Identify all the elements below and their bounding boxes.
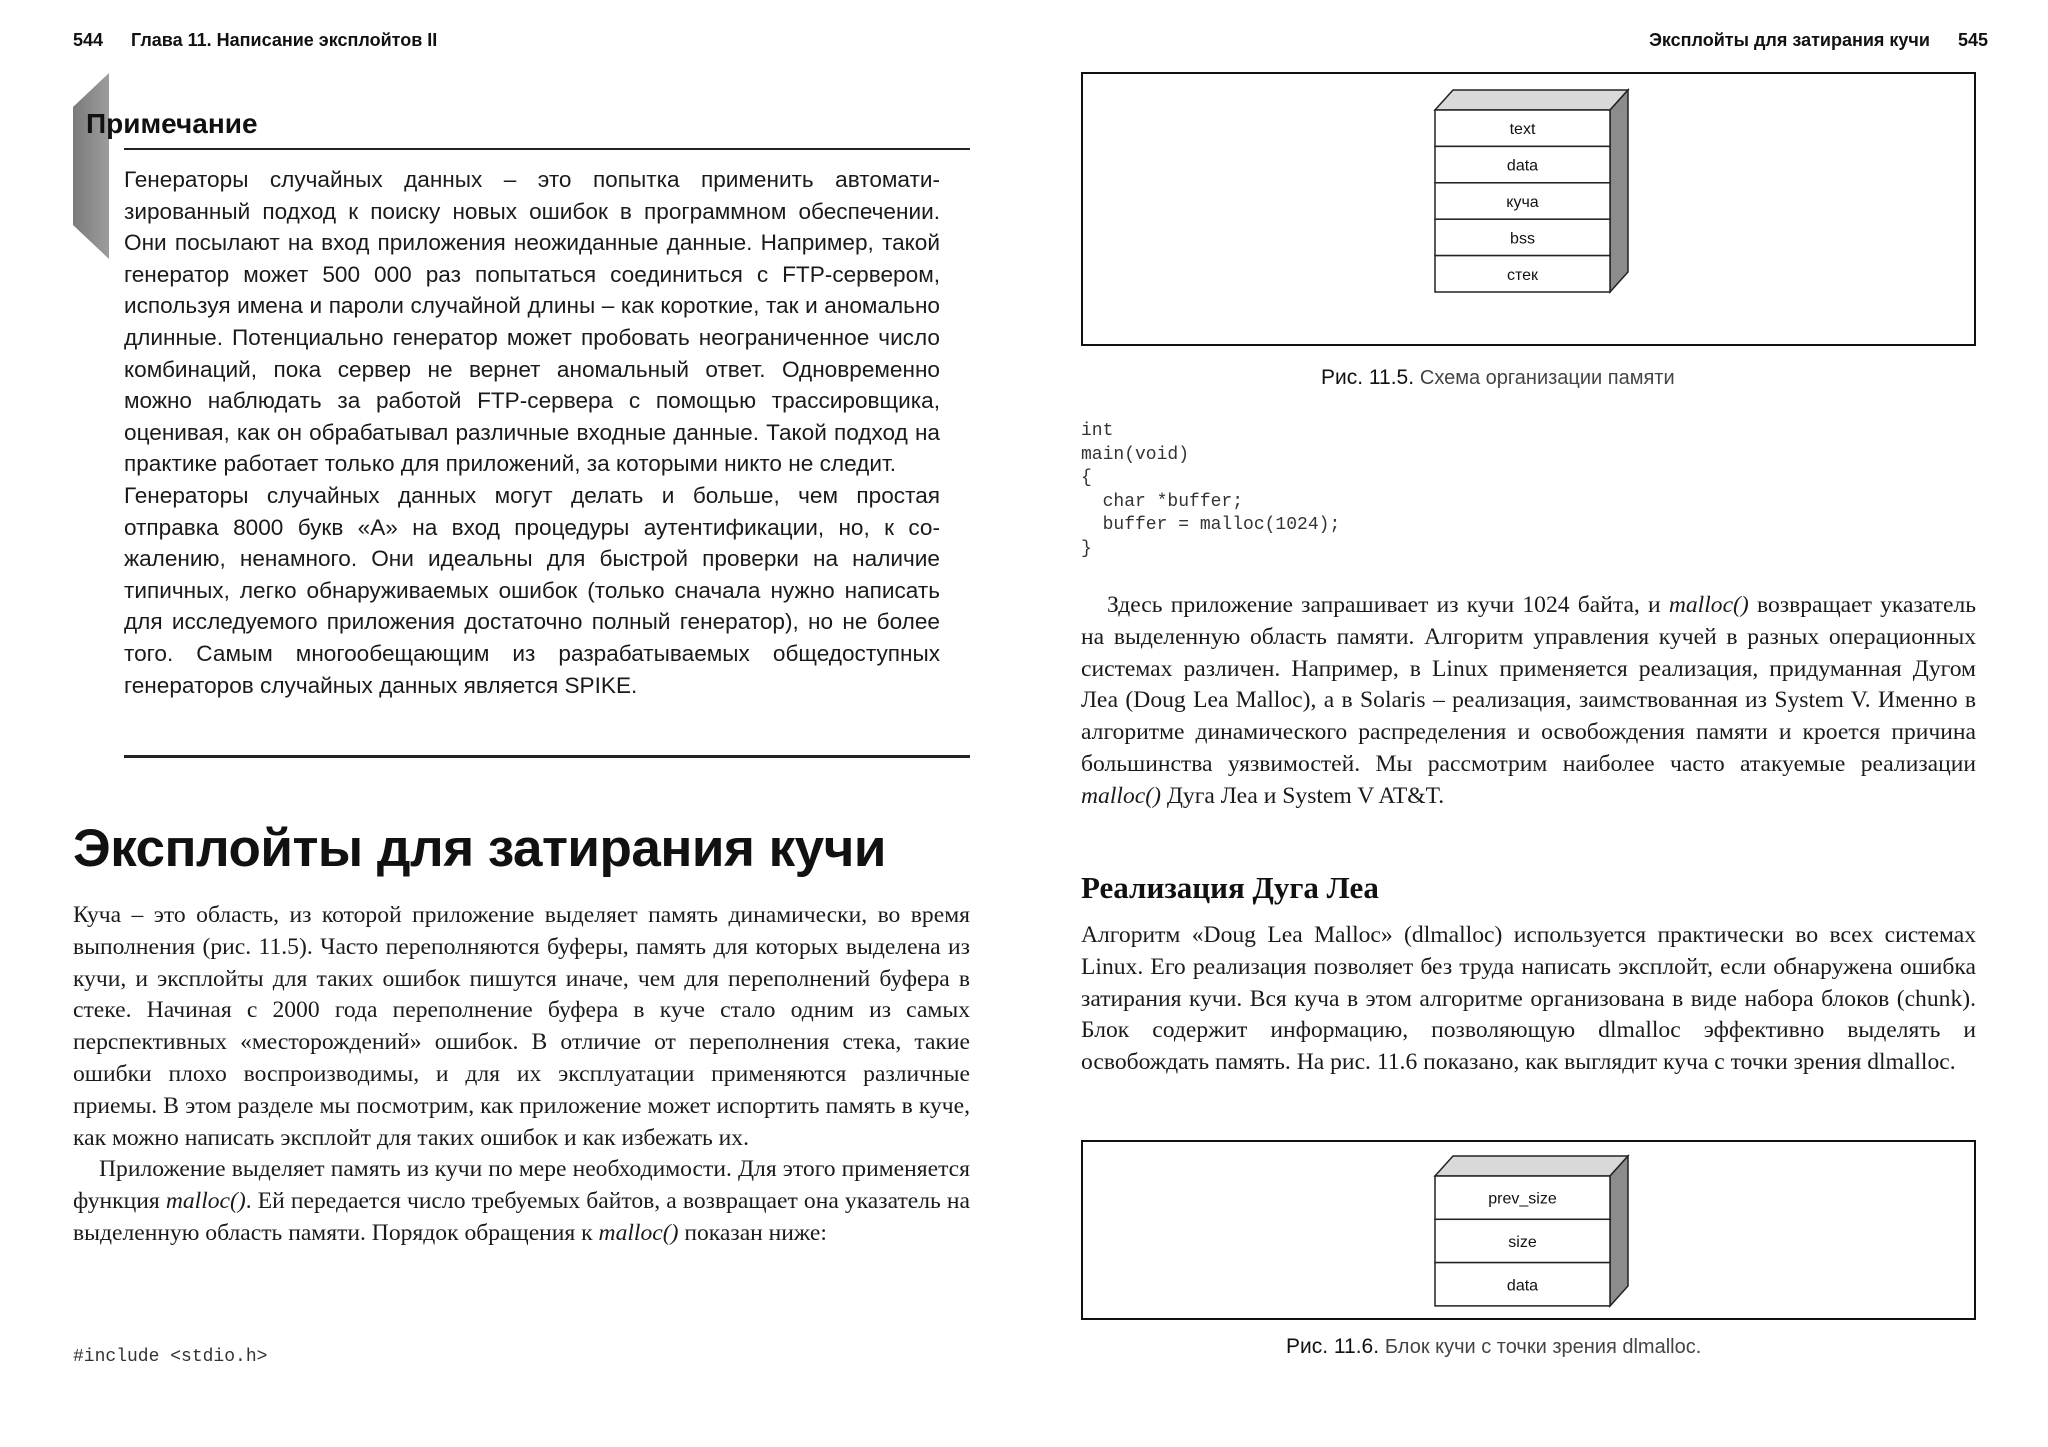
right-body-text-2 — [1081, 920, 1976, 1079]
function-name: malloc() — [598, 1219, 679, 1246]
caption-label: Рис. 11.5. — [1321, 366, 1415, 389]
section-running-title: Эксплойты для затирания кучи — [1649, 30, 1930, 50]
figure-memory-layout — [1081, 72, 1976, 346]
cube-top-face — [1435, 1156, 1628, 1176]
caption-label: Рис. 11.6. — [1286, 1335, 1380, 1358]
page-number-left: 544 — [73, 30, 104, 50]
figure-caption-11-6 — [1286, 1335, 1701, 1359]
page-number-right: 545 — [1957, 30, 1988, 50]
segment-label: data — [1506, 157, 1539, 175]
segment-label: size — [1508, 1233, 1537, 1251]
chapter-title: Глава 11. Написание эксплойтов II — [131, 30, 438, 50]
running-head-right — [1649, 30, 1988, 51]
cube-top-face — [1435, 90, 1628, 110]
code-listing-main: int main(void) { char *buffer; buffer = malloc(1024); } — [1081, 421, 1341, 559]
right-page — [1024, 0, 2048, 1447]
body-paragraph — [73, 1154, 970, 1249]
caption-text: Схема организации памяти — [1419, 367, 1675, 389]
memory-layout-diagram — [1083, 74, 1974, 344]
segment-cells — [1435, 1176, 1610, 1306]
running-head-left — [73, 30, 437, 51]
note-tab-decoration — [73, 73, 109, 259]
right-body-text-1 — [1081, 590, 1976, 813]
function-name: malloc() — [165, 1188, 246, 1215]
text-run: возвращает указатель на выделенную область памяти. Алгоритм управления кучей в разных операционных системах различен. Например, в Linux применяется реализация, придуманная Дугом Леа (Doug Lea Malloc), а в Solaris – реализация, заимствованная из System V. Именно в алгоритме динамического распределения и освобождения памяти и кроется причина большинства уязвимостей. Мы рассмотрим наиболее часто атакуемые реализации — [1081, 592, 1976, 777]
note-paragraph: Генераторы случайных данных могут делать и больше, чем простая отправка 8000 букв «А» на вход процедуры аутентификации, но, к сожалению, ненамного. Они идеальны для быстрой проверки на наличие типичных, легко обнаруживаемых ошибок (только сначала нужно написать для исследуемого приложения достаточно полный генератор), но не более того. Самым многообещающим из разрабатываемых общедоступных генераторов случайных данных является SPIKE. — [124, 482, 940, 698]
body-paragraph: Алгоритм «Doug Lea Malloc» (dlmalloc) используется практически во всех системах Linux. Его реализация позволяет без труда написать эксплойт, если обнаружена ошибка затирания кучи. Вся куча в этом алгоритме организована в виде набора блоков (chunk). Блок содержит информацию, позволяющую dlmalloc эффективно выделять и освобождать память. На рис. 11.6 показано, как выглядит куча с точки зрения dlmalloc. — [1081, 922, 1976, 1076]
segment-label: prev_size — [1488, 1190, 1557, 1208]
text-run: показан ниже: — [678, 1219, 827, 1246]
text-run: . Ей передается число требуемых байтов, а возвращает она указатель на выделенную область памяти. Порядок обращения к — [73, 1188, 970, 1246]
segment-label: data — [1506, 1277, 1539, 1295]
function-name: malloc() — [1081, 782, 1161, 809]
function-name: malloc() — [1668, 592, 1749, 618]
text-run: Здесь приложение запрашивает из кучи 1024 байта, и — [1107, 592, 1669, 618]
segment-label: text — [1509, 121, 1536, 139]
segment-label: bss — [1510, 230, 1535, 248]
cube-side-face — [1610, 1156, 1628, 1306]
segment-label: куча — [1506, 194, 1539, 211]
note-rule-top — [124, 148, 970, 150]
body-paragraph — [1081, 590, 1976, 813]
subsection-title: Реализация Дуга Леа — [1081, 870, 1379, 905]
section-title: Эксплойты для затирания кучи — [73, 819, 886, 878]
note-body — [124, 164, 940, 701]
cube-side-face — [1610, 90, 1628, 292]
body-paragraph: Куча – это область, из которой приложение выделяет память динамически, во время выполнения (рис. 11.5). Часто переполняются буферы, память для которых выделена из кучи, и эксплойты для таких ошибок пишутся иначе, чем для переполнений буфера в стеке. Начиная с 2000 года переполнение буфера в куче стало одним из самых перспективных «месторождений» ошибок. В отличие от переполнения стека, такие ошибки плохо воспроизводимы, и для их эксплуатации применяются различные приемы. В этом разделе мы посмотрим, как приложение может испортить память в куче, как можно написать эксплойт для таких ошибок и как избежать их. — [73, 902, 970, 1151]
chunk-diagram — [1083, 1142, 1974, 1318]
caption-text: Блок кучи с точки зрения dlmalloc. — [1384, 1336, 1702, 1358]
left-body-text — [73, 900, 970, 1250]
segment-label: стек — [1506, 266, 1539, 284]
note-paragraph: Генераторы случайных данных – это попытка применить автоматизированный подход к поиску новых ошибок в программном обеспечении. Они посылают на вход приложения неожиданные данные. Например, такой генератор может 500 000 раз попытаться соединиться с FTP-сервером, используя имена и пароли случайной длины – как короткие, так и аномально длинные. Потенциально генератор может пробовать неограниченное число комбинаций, пока сервер не вернет аномальный ответ. Одновременно можно наблюдать за работой FTP-сервера с помощью трассировщика, оценивая, как он обрабатывал различные входные данные. Такой подход на практике работает только для приложений, за которыми никто не следит. — [124, 167, 940, 477]
code-listing-include: #include <stdio.h> — [73, 1347, 268, 1367]
figure-dlmalloc-chunk — [1081, 1140, 1976, 1320]
text-run: Дуга Леа и System V AT&T. — [1160, 782, 1445, 809]
segment-cells — [1435, 110, 1610, 292]
figure-caption-11-5 — [1321, 366, 1675, 390]
text-run: Приложение выделяет память из кучи по мере необходимости. Для этого применяется функция — [73, 1156, 970, 1215]
note-rule-bottom — [124, 755, 970, 758]
note-title: Примечание — [86, 108, 258, 139]
